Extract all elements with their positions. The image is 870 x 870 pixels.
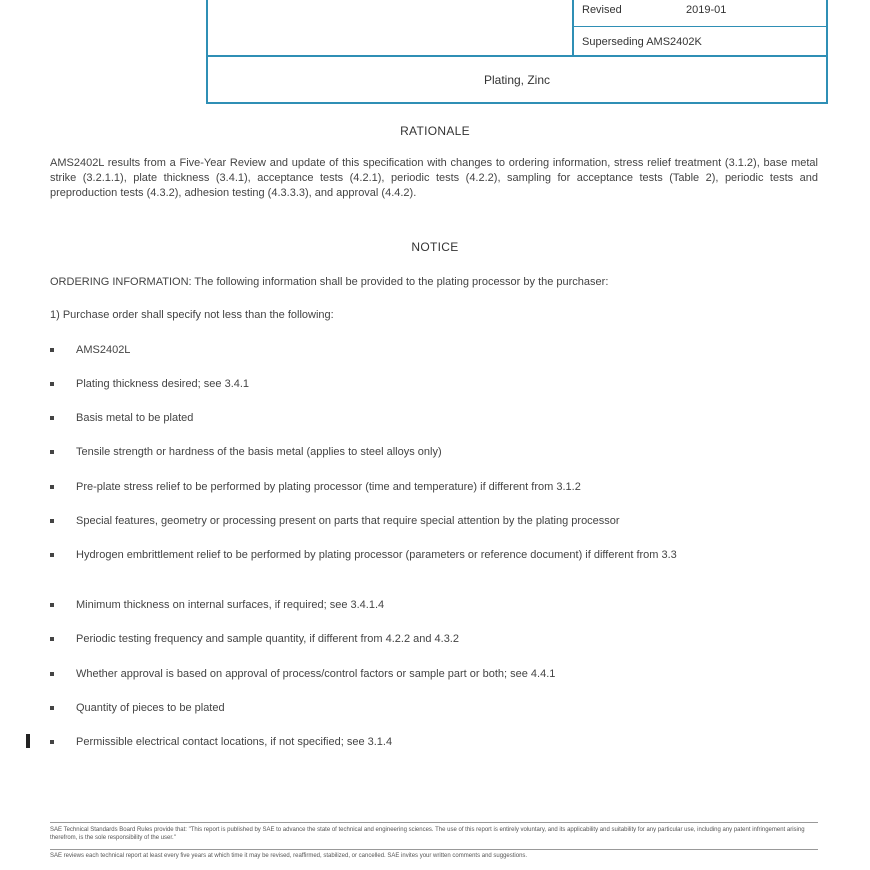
footer-text-1: SAE Technical Standards Board Rules provide that: "This report is published by SAE to advance the state of technical and engineering sciences. The use of this report is entirely voluntary, and its applicability and suitability for any particular use, including any patent infringement arising therefrom, is the sole responsibility of the user." xyxy=(50,827,805,841)
bullet-icon xyxy=(50,672,54,676)
bullet-icon xyxy=(50,416,54,420)
header-info-area xyxy=(208,0,826,57)
bullet-icon xyxy=(50,382,54,386)
bullet-icon xyxy=(50,603,54,607)
bullet-icon xyxy=(50,348,54,352)
footer-text-2: SAE reviews each technical report at least every five years at which time it may be revised, reaffirmed, stabilized, or cancelled. SAE invites your written comments and suggestions. xyxy=(50,853,528,859)
footer-rule xyxy=(50,849,818,850)
ordering-information: ORDERING INFORMATION: The following information shall be provided to the plating processor by the purchaser: xyxy=(50,276,609,288)
bullet-icon xyxy=(50,485,54,489)
header-box xyxy=(206,0,828,104)
revised-value: 2019-01 xyxy=(686,4,727,16)
rationale-text: AMS2402L results from a Five-Year Review and update of this specification with changes to ordering information, stress relief treatment (3.1.2), base metal strike (3.2.1.1), plate thickness (3.4.1), acceptance tests (4.2.1), periodic tests (4.2.2), sampling for acceptance tests (Table 2), periodic tests and preproduction tests (4.3.2), adhesion testing (4.3.3.3), and approval (4.4.2). xyxy=(50,157,818,199)
bullet-icon xyxy=(50,637,54,641)
header-divider xyxy=(572,0,574,55)
change-bar xyxy=(26,734,30,748)
header-row-divider xyxy=(574,26,826,27)
revised-label: Revised xyxy=(582,4,622,16)
document-title: Plating, Zinc xyxy=(483,73,551,87)
bullet-icon xyxy=(50,519,54,523)
bullet-icon xyxy=(50,706,54,710)
superseding-text: Superseding AMS2402K xyxy=(582,36,702,48)
bullet-icon xyxy=(50,740,54,744)
list-item-1: 1) Purchase order shall specify not less than the following: xyxy=(50,309,334,321)
bullet-icon xyxy=(50,553,54,557)
footer-rule xyxy=(50,822,818,823)
bullet-icon xyxy=(50,450,54,454)
rationale-heading: RATIONALE xyxy=(400,124,470,138)
notice-heading: NOTICE xyxy=(411,240,459,254)
